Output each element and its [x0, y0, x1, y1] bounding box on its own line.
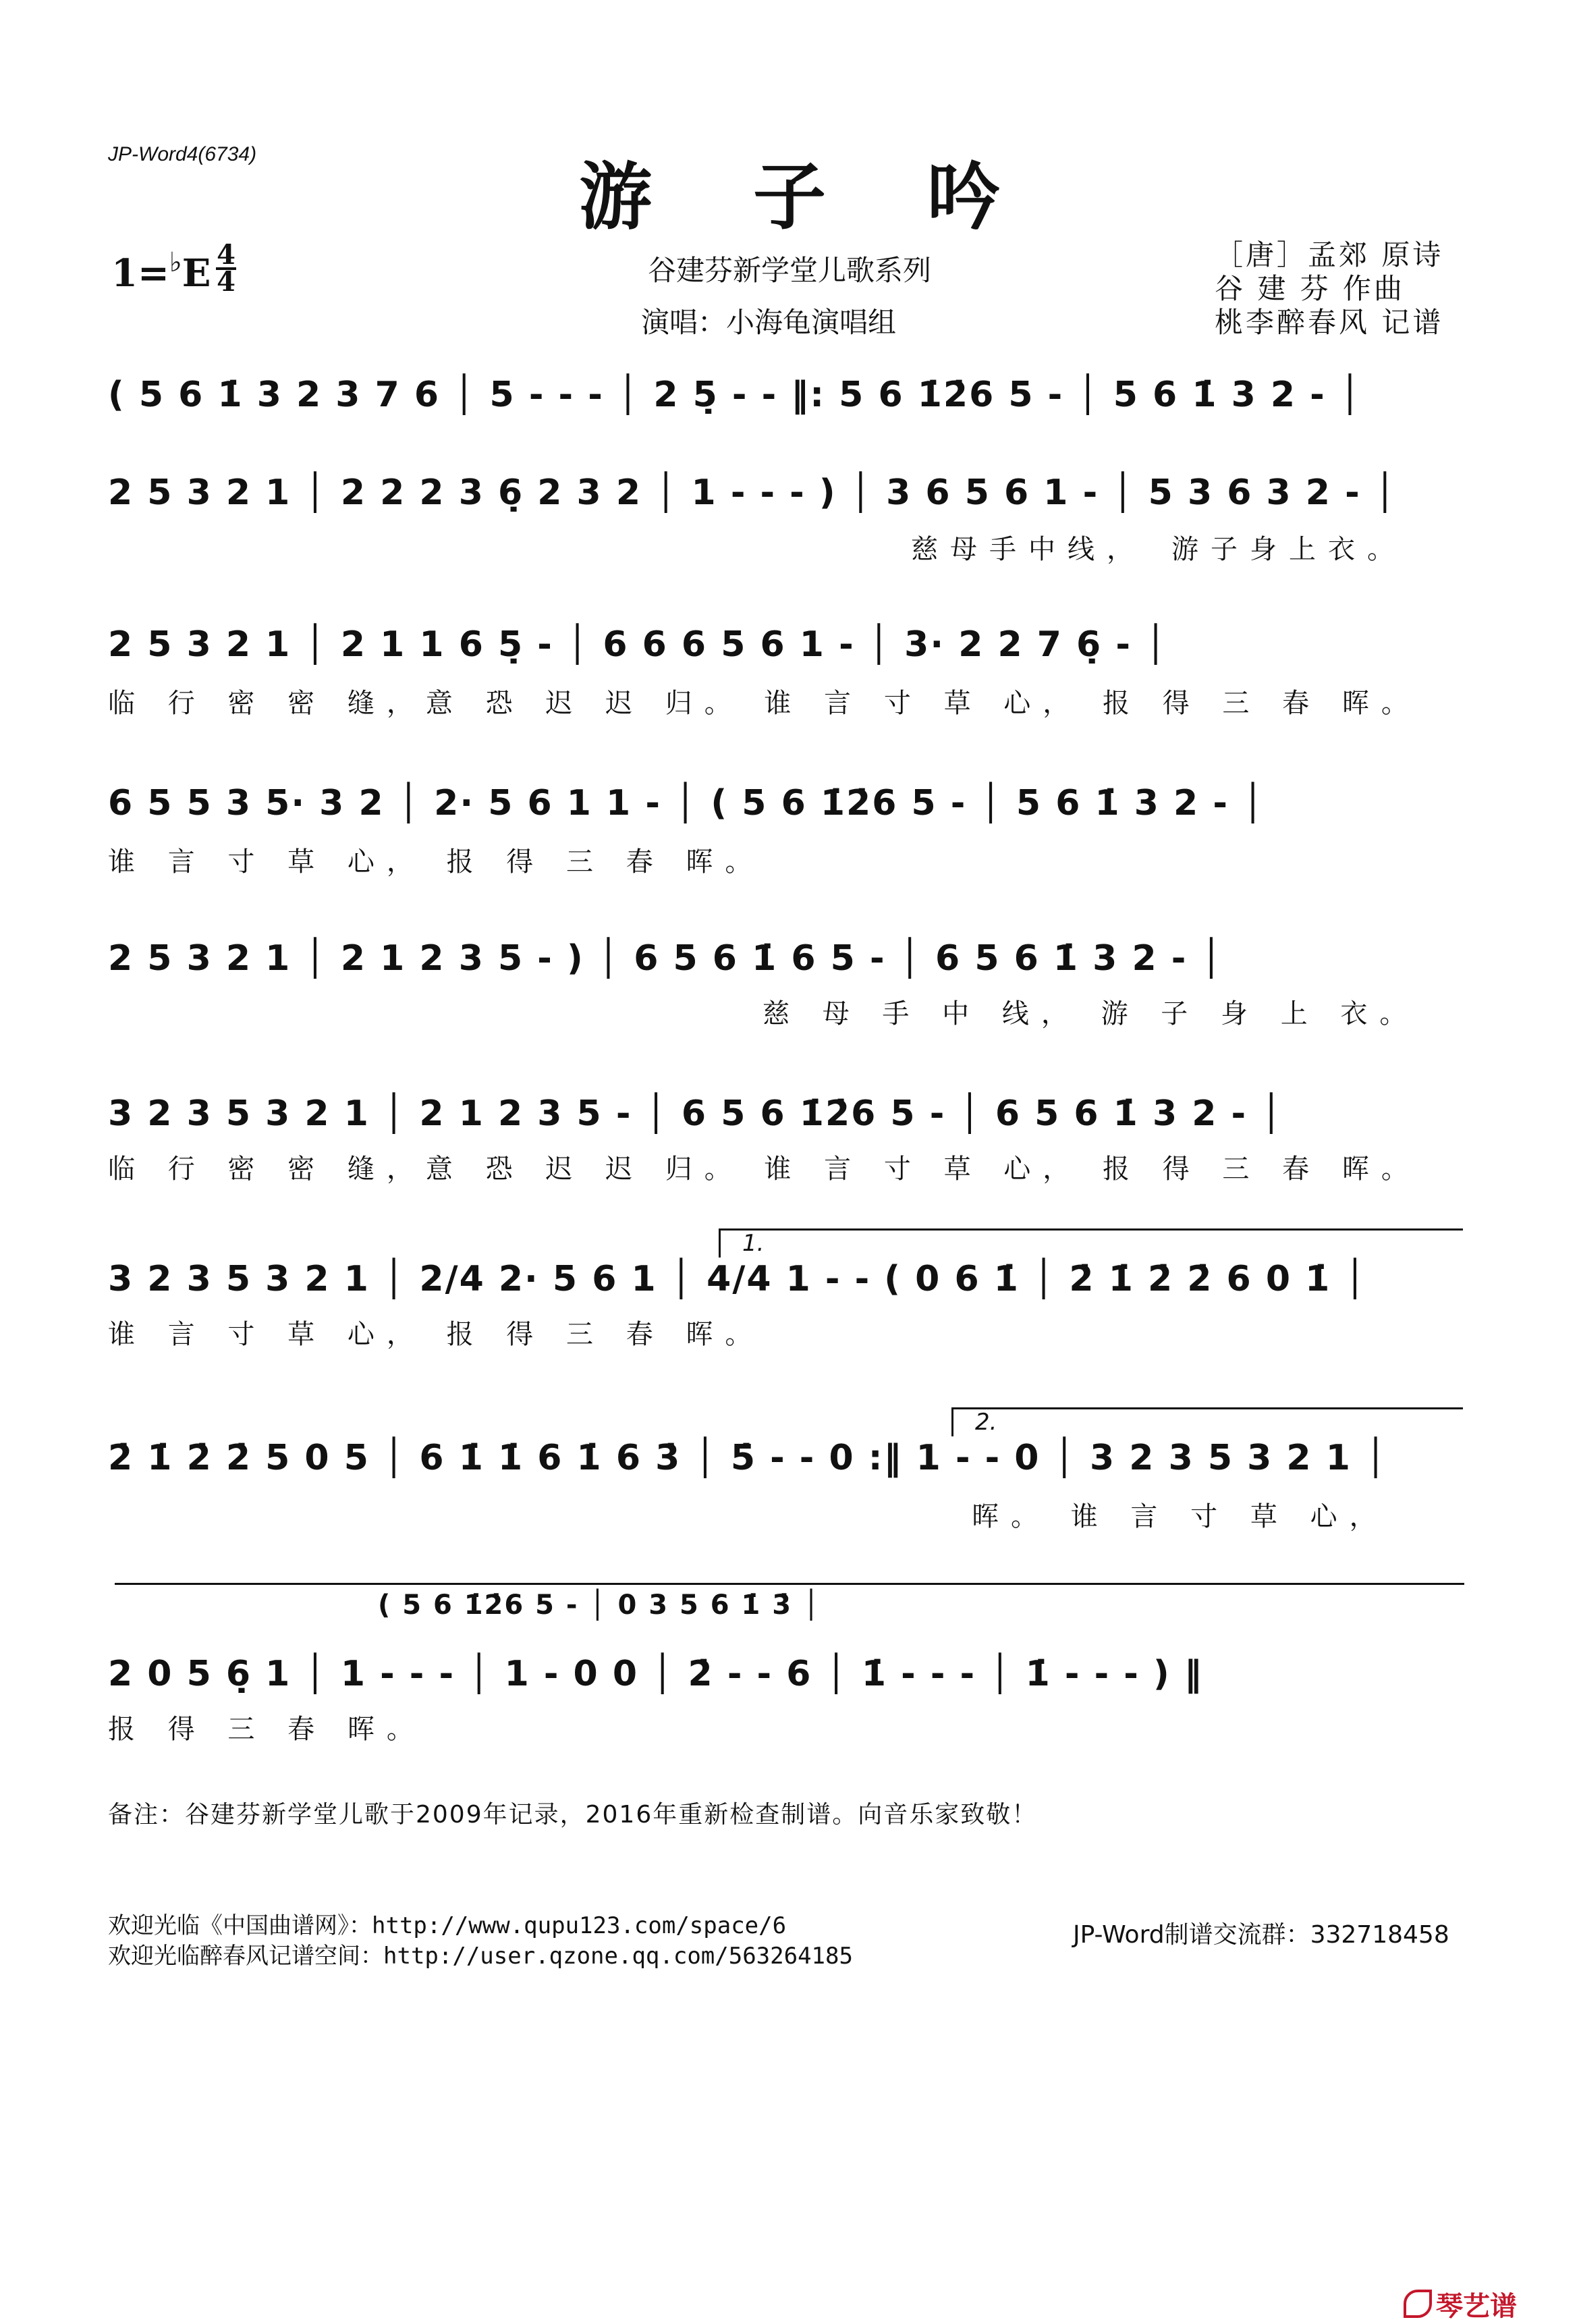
brand-name: 琴艺谱	[1436, 2291, 1517, 2322]
source-label: JP-Word4(6734)	[108, 143, 257, 165]
volta-2-label: 2.	[975, 1409, 997, 1436]
cue-line: ( 5 6 1̇2̇6 5 - │ 0 3 5 6 1̇ 3̇ │	[378, 1590, 821, 1621]
brand-logo	[1404, 2285, 1517, 2323]
score-line-1: ( 5 6 1̇ 3 2 3 7 6 │ 5 - - - │ 2 5̣ - - ‖: 5 6 1̇2̇6 5 - │ 5 6 1̇ 3 2 - │	[108, 375, 1362, 415]
group-info: JP-Word制谱交流群：332718458	[1073, 1921, 1449, 1949]
volta-1-bracket	[719, 1228, 1463, 1258]
brand-icon	[1404, 2290, 1432, 2318]
volta-2-bracket	[951, 1407, 1463, 1436]
link-qupu[interactable]: 欢迎光临《中国曲谱网》：http://www.qupu123.com/space/6	[108, 1912, 787, 1939]
series-name: 谷建芬新学堂儿歌系列	[647, 254, 931, 287]
key-note: E	[182, 251, 211, 296]
credit-transcriber: 桃李醉春风 记谱	[1215, 306, 1444, 339]
score-line-7: 3 2 3 5 3 2 1 │ 2/4 2· 5 6 1 │ 4/4 1 - - ( 0 6 1̇ │ 2̇ 1̇ 2̇ 2̇ 6 0 1̇ │	[108, 1259, 1367, 1299]
score-line-4: 6 5 5 3 5· 3 2 │ 2· 5 6 1 1 - │ ( 5 6 1̇2̇6 5 - │ 5 6 1̇ 3 2 - │	[108, 783, 1265, 823]
lyric-line-9: 报 得 三 春 晖。	[108, 1714, 426, 1745]
remark: 备注：谷建芬新学堂儿歌于2009年记录，2016年重新检查制谱。向音乐家致敬！	[108, 1801, 1038, 1829]
credit-poet: ［唐］孟郊 原诗	[1215, 238, 1444, 271]
lyric-line-3: 临 行 密 密 缝，意 恐 迟 迟 归。 谁 言 寸 草 心， 报 得 三 春 晖。	[108, 688, 1420, 719]
lyric-line-7: 谁 言 寸 草 心， 报 得 三 春 晖。	[108, 1319, 765, 1350]
score-line-8: 2̇ 1̇ 2̇ 2̇ 5 0 5 │ 6 1̇ 1̇ 6 1̇ 6 3̇ │ 5̇ - - 0 :‖ 1 - - 0 │ 3 2 3 5 3 2 1 │	[108, 1438, 1388, 1478]
link-qzone[interactable]: 欢迎光临醉春风记谱空间：http://user.qzone.qq.com/563264185	[108, 1943, 853, 1970]
volta-1-label: 1.	[742, 1230, 765, 1257]
score-line-9: 2 0 5 6̣ 1 │ 1 - - - │ 1 - 0 0 │ 2̇ - - 6 │ 1̇ - - - │ 1̇ - - - ) ‖	[108, 1654, 1203, 1694]
singer-label: 演唱：小海龟演唱组	[641, 306, 897, 339]
score-line-2: 2 5 3 2 1 │ 2 2 2 3 6̣ 2 3 2 │ 1 - - - ) │ 3 6 5 6 1 - │ 5 3 6 3 2 - │	[108, 472, 1397, 513]
lyric-line-6: 临 行 密 密 缝，意 恐 迟 迟 归。 谁 言 寸 草 心， 报 得 三 春 晖。	[108, 1154, 1420, 1185]
lyric-line-8: 晖。 谁 言 寸 草 心，	[972, 1501, 1389, 1532]
flat-sign: ♭	[169, 246, 182, 278]
cue-rule	[115, 1583, 1464, 1585]
lyric-line-5: 慈 母 手 中 线， 游 子 身 上 衣。	[763, 998, 1419, 1029]
meter-bottom: 4	[217, 266, 236, 298]
credit-composer: 谷 建 芬 作曲	[1215, 272, 1406, 305]
meter-top: 4	[217, 239, 236, 271]
song-title: 游子吟	[578, 155, 1101, 240]
score-line-3: 2 5 3 2 1 │ 2 1 1 6 5̣ - │ 6 6 6 5 6 1 - │ 3· 2 2 7 6̣ - │	[108, 624, 1168, 665]
lyric-line-4: 谁 言 寸 草 心， 报 得 三 春 晖。	[108, 846, 765, 877]
key-prefix: 1=	[111, 251, 169, 296]
lyric-line-2: 慈母手中线， 游子身上衣。	[911, 534, 1406, 565]
score-line-5: 2 5 3 2 1 │ 2 1 2 3 5 - ) │ 6 5 6 1̇ 6 5 - │ 6 5 6 1̇ 3 2 - │	[108, 938, 1223, 979]
score-line-6: 3 2 3 5 3 2 1 │ 2 1 2 3 5 - │ 6 5 6 1̇2̇6 5 - │ 6 5 6 1̇ 3 2 - │	[108, 1093, 1283, 1134]
